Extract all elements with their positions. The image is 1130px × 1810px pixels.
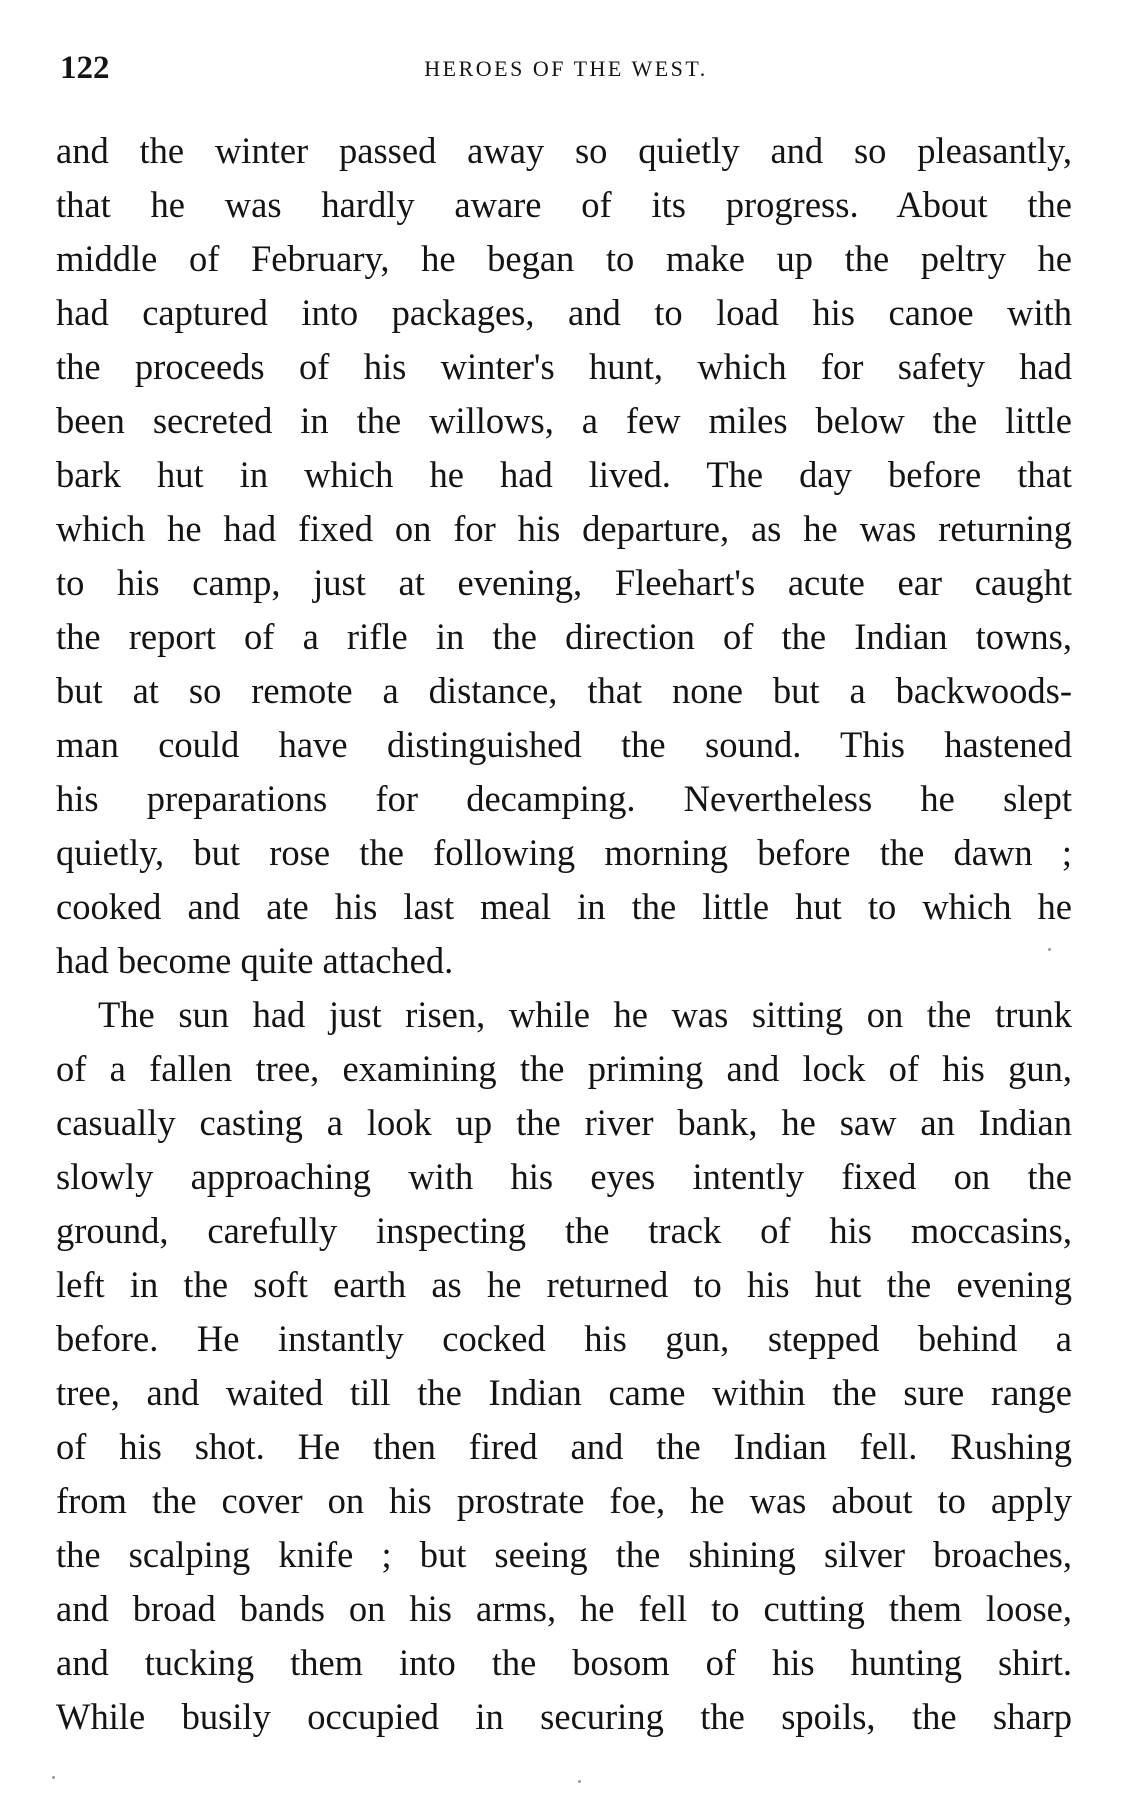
paper-speck: [1048, 948, 1051, 951]
paragraph: [56, 124, 1072, 988]
text-line: the scalping knife ; but seeing the shining silver broaches,: [56, 1534, 1072, 1575]
body-text: [56, 124, 1072, 1744]
text-line: which he had fixed on for his departure, as he was returning: [56, 508, 1072, 549]
text-line: casually casting a look up the river bank, he saw an Indian: [56, 1102, 1072, 1143]
text-line: from the cover on his prostrate foe, he was about to apply: [56, 1480, 1072, 1521]
running-title: HEROES OF THE WEST.: [424, 56, 708, 81]
text-line: bark hut in which he had lived. The day before that: [56, 454, 1072, 495]
text-line: his preparations for decamping. Nevertheless he slept: [56, 778, 1072, 819]
paper-speck: [578, 1780, 581, 1783]
text-line: slowly approaching with his eyes intently fixed on the: [56, 1156, 1072, 1197]
text-line: had captured into packages, and to load his canoe with: [56, 292, 1072, 333]
running-head: [60, 46, 1072, 90]
page-number: 122: [60, 50, 110, 86]
text-line: of a fallen tree, examining the priming and lock of his gun,: [56, 1048, 1072, 1089]
text-line: The sun had just risen, while he was sitting on the trunk: [98, 994, 1072, 1035]
text-line: of his shot. He then fired and the Indian fell. Rushing: [56, 1426, 1072, 1467]
text-line: and the winter passed away so quietly and so pleasantly,: [56, 130, 1072, 171]
text-line: man could have distinguished the sound. This hastened: [56, 724, 1072, 765]
text-line: quietly, but rose the following morning before the dawn ;: [56, 832, 1072, 873]
text-line: While busily occupied in securing the spoils, the sharp: [56, 1696, 1072, 1737]
paper-speck: [52, 1776, 55, 1779]
text-line: but at so remote a distance, that none but a backwoods-: [56, 670, 1072, 711]
text-line: cooked and ate his last meal in the little hut to which he: [56, 886, 1072, 927]
text-line: and broad bands on his arms, he fell to cutting them loose,: [56, 1588, 1072, 1629]
text-line: that he was hardly aware of its progress. About the: [56, 184, 1072, 225]
text-line: the proceeds of his winter's hunt, which for safety had: [56, 346, 1072, 387]
text-line: and tucking them into the bosom of his hunting shirt.: [56, 1642, 1072, 1683]
paragraph: [56, 988, 1072, 1744]
text-line: ground, carefully inspecting the track of his moccasins,: [56, 1210, 1072, 1251]
text-line: left in the soft earth as he returned to his hut the evening: [56, 1264, 1072, 1305]
text-line: tree, and waited till the Indian came within the sure range: [56, 1372, 1072, 1413]
text-line: middle of February, he began to make up the peltry he: [56, 238, 1072, 279]
text-line: been secreted in the willows, a few miles below the little: [56, 400, 1072, 441]
text-line: before. He instantly cocked his gun, stepped behind a: [56, 1318, 1072, 1359]
text-line: had become quite attached.: [56, 940, 454, 981]
text-line: the report of a rifle in the direction of the Indian towns,: [56, 616, 1072, 657]
text-line: to his camp, just at evening, Fleehart's acute ear caught: [56, 562, 1072, 603]
